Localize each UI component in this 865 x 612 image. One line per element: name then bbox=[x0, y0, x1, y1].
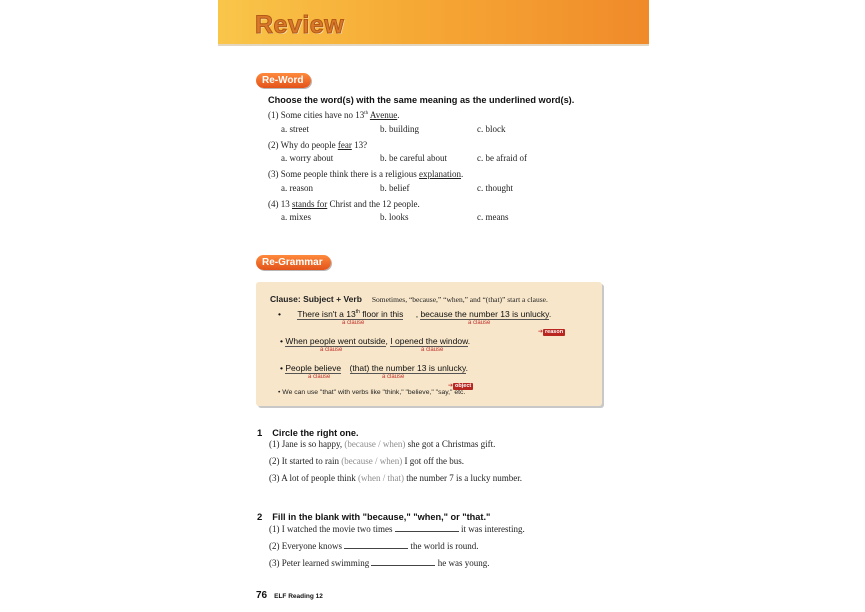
option: c. means bbox=[477, 212, 509, 222]
page-footer bbox=[256, 585, 323, 603]
clause-segment: because the number 13 is unlucky bbox=[420, 309, 549, 319]
regrammar-section-tag: Re-Grammar bbox=[256, 255, 331, 270]
clause-segment: There isn't a 13th floor in this bbox=[297, 309, 404, 319]
reword-section-tag: Re-Word bbox=[256, 73, 311, 88]
exercise-1-item: (2) It started to rain (because / when) I got off the bus. bbox=[269, 456, 465, 466]
option: c. be afraid of bbox=[477, 153, 527, 163]
arrow-icon: ➔ bbox=[538, 328, 544, 335]
underlined-word: fear bbox=[337, 140, 352, 150]
option: b. building bbox=[380, 124, 420, 134]
clause-label: a clause bbox=[342, 320, 365, 326]
reword-question-2: (2) Why do people fear 13? bbox=[268, 140, 368, 150]
option: a. reason bbox=[281, 183, 313, 193]
clause-label: a clause bbox=[421, 347, 444, 353]
option: b. be careful about bbox=[380, 153, 447, 163]
choice-pair[interactable]: (because / when) bbox=[341, 456, 403, 466]
underlined-word: stands for bbox=[292, 199, 328, 209]
reword-question-3: (3) Some people think there is a religious explanation. bbox=[268, 169, 464, 179]
exercise-1-item: (1) Jane is so happy, (because / when) she got a Christmas gift. bbox=[269, 439, 496, 449]
page-number: 76 bbox=[256, 590, 268, 601]
option: c. thought bbox=[477, 183, 513, 193]
option: b. looks bbox=[380, 212, 409, 222]
example-sentence-1: • There isn't a 13th floor in this , because the number 13 is unlucky. bbox=[278, 309, 552, 319]
workbook-page bbox=[218, 0, 649, 612]
underlined-word: explanation bbox=[418, 169, 461, 179]
option: a. mixes bbox=[281, 212, 311, 222]
book-title: ELF Reading 12 bbox=[274, 593, 323, 600]
clause-label: a clause bbox=[382, 374, 405, 380]
reword-question-4: (4) 13 stands for Christ and the 12 people. bbox=[268, 199, 420, 209]
reword-question-1: (1) Some cities have no 13th Avenue. bbox=[268, 110, 400, 120]
page-title: Review bbox=[255, 11, 345, 39]
clause-segment: (that) the number 13 is unlucky bbox=[349, 363, 466, 373]
underlined-word: Avenue bbox=[369, 110, 398, 120]
exercise-2-item: (3) Peter learned swimming he was young. bbox=[269, 558, 490, 568]
clause-label: a clause bbox=[308, 374, 331, 380]
clause-label: a clause bbox=[468, 320, 491, 326]
header-banner bbox=[218, 0, 649, 46]
option: a. street bbox=[281, 124, 309, 134]
reword-instruction: Choose the word(s) with the same meaning as the underlined word(s). bbox=[268, 95, 575, 105]
clause-segment: When people went outside bbox=[285, 336, 386, 346]
exercise-1-heading: 1 Circle the right one. bbox=[257, 428, 359, 439]
grammar-footnote: • We can use "that" with verbs like "think," "believe," "say," etc. bbox=[278, 389, 466, 396]
exercise-2-item: (1) I watched the movie two times it was interesting. bbox=[269, 524, 525, 534]
arrow-icon: ➔ bbox=[448, 382, 454, 389]
object-tag: ➔ object bbox=[448, 382, 472, 389]
choice-pair[interactable]: (because / when) bbox=[344, 439, 406, 449]
option: c. block bbox=[477, 124, 506, 134]
clause-segment: People believe bbox=[285, 363, 342, 373]
clause-segment: I opened the window bbox=[390, 336, 468, 346]
grammar-heading-row bbox=[270, 289, 548, 307]
exercise-2-heading: 2 Fill in the blank with "because," "when," or "that." bbox=[257, 512, 491, 523]
example-sentence-2: • When people went outside, I opened the window. bbox=[280, 336, 471, 346]
exercise-1-item: (3) A lot of people think (when / that) the number 7 is a lucky number. bbox=[269, 473, 522, 483]
clause-label: a clause bbox=[320, 347, 343, 353]
option: b. belief bbox=[380, 183, 410, 193]
grammar-heading: Clause: Subject + Verb bbox=[270, 294, 362, 304]
blank-input[interactable] bbox=[371, 557, 435, 566]
blank-input[interactable] bbox=[395, 523, 459, 532]
exercise-2-item: (2) Everyone knows the world is round. bbox=[269, 541, 479, 551]
option: a. worry about bbox=[281, 153, 334, 163]
blank-input[interactable] bbox=[344, 540, 408, 549]
grammar-note: Sometimes, “because,” “when,” and “(that)” start a clause. bbox=[371, 295, 548, 304]
choice-pair[interactable]: (when / that) bbox=[358, 473, 404, 483]
example-sentence-3: • People believe (that) the number 13 is unlucky. bbox=[280, 363, 468, 373]
grammar-box bbox=[256, 282, 602, 406]
reason-tag: ➔ reason bbox=[538, 328, 564, 335]
